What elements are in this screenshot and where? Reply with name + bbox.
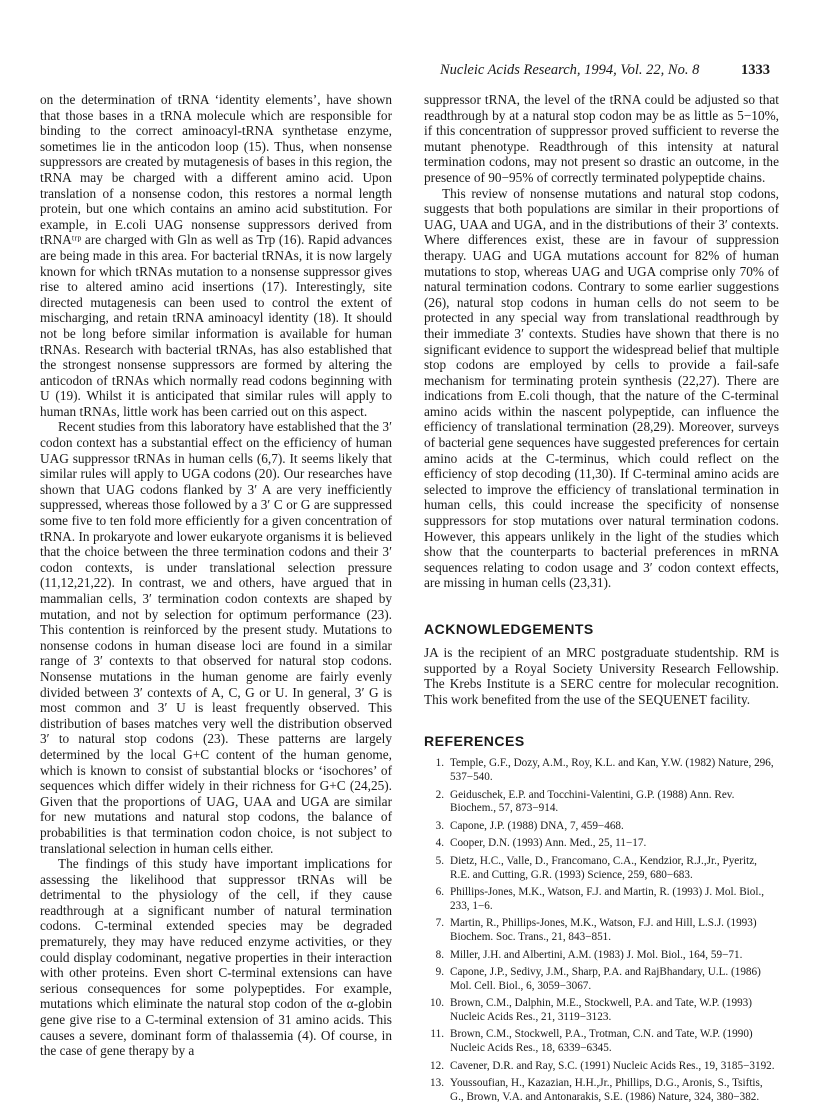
reference-item: [424, 837, 779, 851]
reference-item: [424, 820, 779, 834]
reference-number: 11.: [430, 1028, 444, 1041]
reference-text: Cavener, D.R. and Ray, S.C. (1991) Nucleic Acids Res., 19, 3185−3192.: [450, 1059, 775, 1072]
reference-number: 7.: [435, 917, 444, 930]
reference-text: Dietz, H.C., Valle, D., Francomano, C.A., Kendzior, R.J.,Jr., Pyeritz, R.E. and Cutting, G.R. (1993) Science, 259, 680−683.: [450, 854, 757, 881]
reference-text: Geiduschek, E.P. and Tocchini-Valentini, G.P. (1988) Ann. Rev. Biochem., 57, 873−914.: [450, 788, 735, 815]
reference-number: 5.: [435, 854, 444, 867]
reference-number: 2.: [435, 788, 444, 801]
reference-text: Martin, R., Phillips-Jones, M.K., Watson, F.J. and Hill, L.S.J. (1993) Biochem. Soc. Trans., 21, 843−851.: [450, 917, 757, 943]
reference-item: [424, 1028, 779, 1055]
reference-text: Capone, J.P., Sedivy, J.M., Sharp, P.A. and RajBhandary, U.L. (1986) Mol. Cell. Biol., 6, 3059−3067.: [450, 966, 761, 992]
reference-item: [424, 1060, 779, 1074]
reference-text: Miller, J.H. and Albertini, A.M. (1983) J. Mol. Biol., 164, 59−71.: [450, 948, 743, 961]
running-header: [440, 62, 770, 84]
references-heading: REFERENCES: [424, 733, 525, 750]
reference-number: 13.: [430, 1077, 444, 1090]
page-number: 1333: [741, 62, 770, 78]
reference-text: Temple, G.F., Dozy, A.M., Roy, K.L. and Kan, Y.W. (1982) Nature, 296, 537−540.: [450, 757, 774, 783]
reference-item: [424, 855, 779, 882]
reference-number: 4.: [435, 837, 444, 850]
reference-item: [424, 966, 779, 993]
body-paragraph: This review of nonsense mutations and natural stop codons, suggests that both populations are similar in their proportions of UAG, UAA and UGA, and in the distributions of their 3′ contexts. Where differences exist, these are in favour of suppression therapy. UAG and UGA mutations account for 82% of human mutations to stop, whereas UAG and UGA comprise only 70% of natural termination codons. Contrary to some earlier suggestions (26), natural stop codons in human cells do not seem to be protected in any special way from translational readthrough by their immediate 3′ contexts. Studies have shown that there is no significant evidence to support the widespread belief that multiple stop codons are employed by cells to provide a fail-safe mechanism for terminating protein synthesis (22,27). There are indications from E.coli though, that the nature of the C-terminal amino acids within the nascent polypeptide, can influence the efficiency of translational termination (28,29). Moreover, surveys of bacterial gene sequences have suggested preferences for certain amino acids at the C-terminus, which could reflect on the efficiency of stop decoding (11,30). If C-terminal amino acids are selected to improve the efficiency of translational termination in human cells, this could increase the specificity of nonsense suppressors for stop mutations over natural termination codons. However, this appears unlikely in the light of the studies which show that the counterparts to bacterial preferences in mRNA sequences relating to codon usage and 3′ codon context effects, are missing in human cells (23,31).: [424, 185, 779, 591]
reference-text: Youssoufian, H., Kazazian, H.H.,Jr., Phillips, D.G., Aronis, S., Tsiftis, G., Brown, V.A. and Antonarakis, S.E. (1986) Nature, 324, 380−382.: [450, 1077, 763, 1103]
reference-item: [424, 917, 779, 944]
body-paragraph: on the determination of tRNA ‘identity elements’, have shown that those bases in a tRNA molecule which are responsible for binding to the correct aminoacyl-tRNA synthetase enzyme, sometimes lie in the anticodon loop (15). Thus, when nonsense suppressors are created by mutagenesis of bases in this region, the tRNA may be charged with a different amino acid. Upon translation of a nonsense codon, this restores a normal length protein, but one which contains an amino acid substitution. For example, in E.coli UAG nonsense suppressors derived from tRNAᵗʳᵖ are charged with Gln as well as Trp (16). Rapid advances are being made in this area. For bacterial tRNAs, it is now largely known for which tRNAs mutation to a nonsense suppressor gives rise to altered amino acid insertions (17). Interestingly, site directed mutagenesis can been used to control the extent of mischarging, and retain tRNA aminoacyl identity (18). It should not be long before similar information is available for human tRNAs. Research with bacterial tRNAs, has also established that the strongest nonsense suppressors are formed by altering the anticodon of tRNAs which normally read codons beginning with U (19). Whilst it is anticipated that similar rules will apply to human tRNAs, little work has been carried out on this aspect.: [40, 92, 392, 419]
journal-citation: Nucleic Acids Research, 1994, Vol. 22, No. 8: [440, 62, 700, 78]
reference-number: 6.: [435, 886, 444, 899]
reference-text: Brown, C.M., Stockwell, P.A., Trotman, C.N. and Tate, W.P. (1990) Nucleic Acids Res., 18, 6339−6345.: [450, 1028, 753, 1055]
acknowledgements-heading: ACKNOWLEDGEMENTS: [424, 621, 594, 637]
reference-number: 10.: [430, 997, 444, 1010]
reference-item: [424, 949, 779, 963]
reference-number: 8.: [435, 948, 444, 961]
reference-number: 3.: [435, 819, 444, 832]
reference-item: [424, 789, 779, 816]
reference-item: [424, 997, 779, 1024]
reference-item: [424, 886, 779, 913]
reference-number: 1.: [435, 757, 444, 770]
reference-item: [424, 757, 779, 784]
reference-number: 9.: [435, 966, 444, 979]
right-column: [424, 92, 779, 1108]
reference-text: Capone, J.P. (1988) DNA, 7, 459−468.: [450, 819, 624, 832]
reference-list: [424, 757, 779, 1104]
body-paragraph: suppressor tRNA, the level of the tRNA could be adjusted so that readthrough by at a natural stop codon may be as little as 5−10%, if this concentration of suppressor proved sufficient to reverse the mutant phenotype. Readthrough of this intensity at natural termination codons, may not present so drastic an outcome, in the presence of 90−95% of correctly terminated polypeptide chains.: [424, 92, 779, 185]
reference-text: Phillips-Jones, M.K., Watson, F.J. and Martin, R. (1993) J. Mol. Biol., 233, 1−6.: [450, 886, 765, 912]
body-paragraph: Recent studies from this laboratory have established that the 3′ codon context has a substantial effect on the efficiency of human UAG suppressor tRNAs in human cells (6,7). It seems likely that similar rules will apply to UGA codons (20). Our researches have shown that UAG codons flanked by 3′ A are very inefficiently suppressed, whereas those followed by a 3′ C or G are suppressed some five to ten fold more efficiently for a given concentration of tRNA. In prokaryote and lower eukaryote organisms it is believed that the choice between the three termination codons and their 3′ codon contexts, is under translational selection pressure (11,12,21,22). In contrast, we and others, have argued that in mammalian cells, 3′ termination codon contexts are shaped by mutation, and not by selection for optimum performance (23). This contention is reinforced by the present study. Mutations to nonsense codons in human disease loci are found in a similar range of 3′ contexts to that observed for natural stop codons. Nonsense mutations in the human genome are fairly evenly divided between 3′ contexts of A, C, G or U. In general, 3′ G is most common and 3′ U is least frequently observed. This distribution of bases matches very well the distribution observed 3′ to natural stop codons (23). These patterns are largely determined by the local G+C content of the human genome, which is known to consist of substantial blocks or ‘isochores’ of sequences which differ widely in their richness for G+C (24,25). Given that the proportions of UAG, UAA and UGA are similar for new mutations and natural stop codons, the balance of probabilities is that termination codon choice, is not subject to translational selection in human cells either.: [40, 419, 392, 856]
reference-number: 12.: [430, 1059, 444, 1072]
reference-text: Brown, C.M., Dalphin, M.E., Stockwell, P.A. and Tate, W.P. (1993) Nucleic Acids Res., 21, 3119−3123.: [450, 997, 752, 1023]
reference-item: [424, 1077, 779, 1104]
acknowledgements-text: JA is the recipient of an MRC postgraduate studentship. RM is supported by a Royal Society University Research Fellowship. The Krebs Institute is a SERC centre for molecular recognition. This work benefited from the use of the SEQUENET facility.: [424, 645, 779, 707]
body-paragraph: The findings of this study have important implications for assessing the likelihood that suppressor tRNAs will be detrimental to the physiology of the cell, if they cause readthrough at a significant number of natural termination codons. C-terminal extended species may be degraded prematurely, they may have reduced enzyme activities, or they could display codominant, negative properties in their interaction with other proteins. Even short C-terminal extensions can have serious consequences for some polypeptides. For example, mutations which eliminate the natural stop codon of the α-globin gene give rise to a C-terminal extension of 31 amino acids. This causes a severe, dominant form of thalassemia (4). Of course, in the case of gene therapy by a: [40, 856, 392, 1059]
left-column: [40, 92, 392, 1059]
reference-text: Cooper, D.N. (1993) Ann. Med., 25, 11−17.: [450, 837, 647, 850]
